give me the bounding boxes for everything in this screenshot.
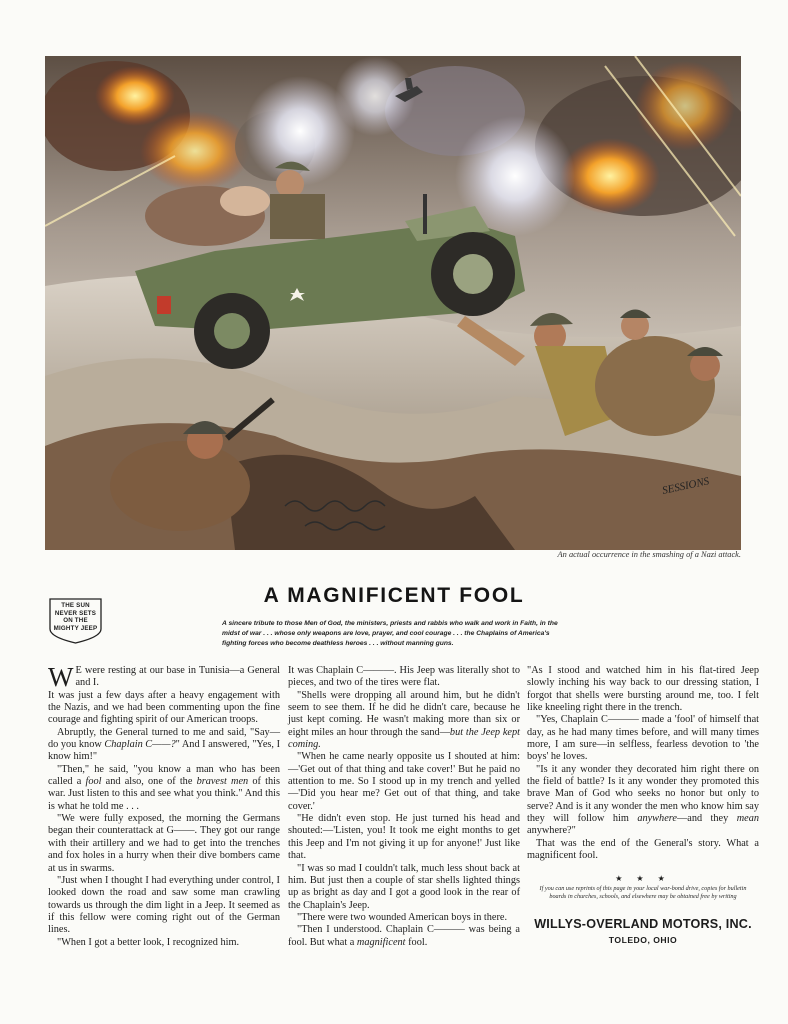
jeep-badge (48, 597, 103, 645)
article-column-3 (527, 665, 759, 863)
battle-illustration (45, 56, 741, 550)
badge-line: NEVER SETS (54, 609, 97, 617)
headline: A MAGNIFICENT FOOL (263, 584, 525, 607)
badge-line: THE SUN (61, 602, 90, 609)
paragraph: "Is it any wonder they decorated him right there on the field of battle? Is it any wonder they promoted this brave Man of God who seeks no honor but only to serve? And is it any wonder the men who know him say they will follow him anywhere—and they mean anywhere?" (527, 763, 759, 837)
article-column-2 (288, 665, 520, 949)
paragraph: "Shells were dropping all around him, but he didn't seem to see them. If he did he didn't care, because he just kept coming. He wasn't making more than six or eight miles an hour through the sand—but the Jeep kept coming. (288, 689, 520, 751)
article-column-1 (48, 662, 281, 949)
paragraph: It was just a few days after a heavy engagement with the Nazis, and we had been commenting upon the fine courage and fighting spirit of our American troops. (48, 689, 280, 726)
paragraph: "Then I understood. Chaplain C——— was being a fool. But what a magnificent fool. (288, 924, 520, 948)
drop-cap: W (48, 662, 74, 692)
illustration-caption: An actual occurrence in the smashing of a Nazi attack. (557, 550, 741, 559)
paragraph: "We were fully exposed, the morning the Germans began their counterattack at G——. They got our range with their artillery and we had to get into the trenches and fox holes in a hurry when their dive bombers came at us in swarms. (48, 813, 280, 874)
paragraph: "He didn't even stop. He just turned his head and shouted:—'Listen, you! It took me eight months to get this Jeep and I'm not giving it up for anyone!' Just like that. (288, 813, 520, 862)
jeep-battle-painting (45, 56, 741, 550)
paragraph: "Just when I thought I had everything under control, I looked down the road and saw some man crawling towards us through the dim light in a Jeep. It seemed as if this fellow were coming right out of the German lines. (48, 874, 280, 936)
paragraph: That was the end of the General's story. What a magnificent fool. (527, 837, 759, 862)
paragraph: "Yes, Chaplain C——— made a 'fool' of himself that day, as he had many times before, and will many times more, I am sure—in selfless, fearless devotion to 'the boys' he loves. (527, 714, 759, 763)
paragraph: "Then," he said, "you know a man who has been called a fool and also, one of the bravest men of this war. Just listen to this and see what you think." And this is what he told me . . . (48, 763, 280, 812)
reprint-note: If you can use reprints of this page in your local war-bond drive, copies for bulletin boards in churches, schools, and elsewhere may be obtained free by writing (539, 885, 747, 900)
artist-signature: SESSIONS (661, 475, 711, 497)
subheadline: A sincere tribute to those Men of God, the ministers, priests and rabbis who walk and work in Faith, in the midst of war . . . whose only weapons are love, prayer, and cool courage . . . the Chaplains of America's fighting forces who become deathless heroes . . . without manning guns. (222, 620, 558, 648)
badge-line: ON THE (63, 617, 88, 625)
paragraph: Abruptly, the General turned to me and said, "Say—do you know Chaplain C——?" And I answered, "Yes, I know him!" (48, 726, 281, 763)
paragraph: "When he came nearly opposite us I shouted at him:—'Get out of that thing and take cover!' But he paid no attention to me. So I stood up in my trench and yelled—'Did you hear me? Get out of that thing, and take cover.' (288, 751, 520, 812)
paragraph: W E were resting at our base in Tunisia—a General and I. (48, 662, 280, 692)
paragraph: "I was so mad I couldn't talk, much less shout back at him. But just then a couple of star shells lighted things up as bright as day and I got a good look in the rear of the Chaplain's Jeep. (288, 862, 520, 911)
company-location: TOLEDO, OHIO (608, 935, 678, 945)
company-name: WILLYS-OVERLAND MOTORS, INC. (534, 917, 752, 931)
paragraph: "When I got a better look, I recognized him. (57, 936, 240, 948)
paragraph: It was Chaplain C———. His Jeep was literally shot to pieces, and two of the tires were flat. (288, 665, 520, 689)
badge-line: MIGHTY JEEP (53, 624, 98, 632)
stars-divider: ★ ★ ★ (615, 874, 671, 883)
paragraph: "As I stood and watched him in his flat-tired Jeep slowly inching his way back to our dressing station, I forgot that shells were bursting around me, too. I felt like kneeling right there in the trench. (527, 665, 759, 714)
paragraph: "There were two wounded American boys in there. (297, 911, 508, 923)
